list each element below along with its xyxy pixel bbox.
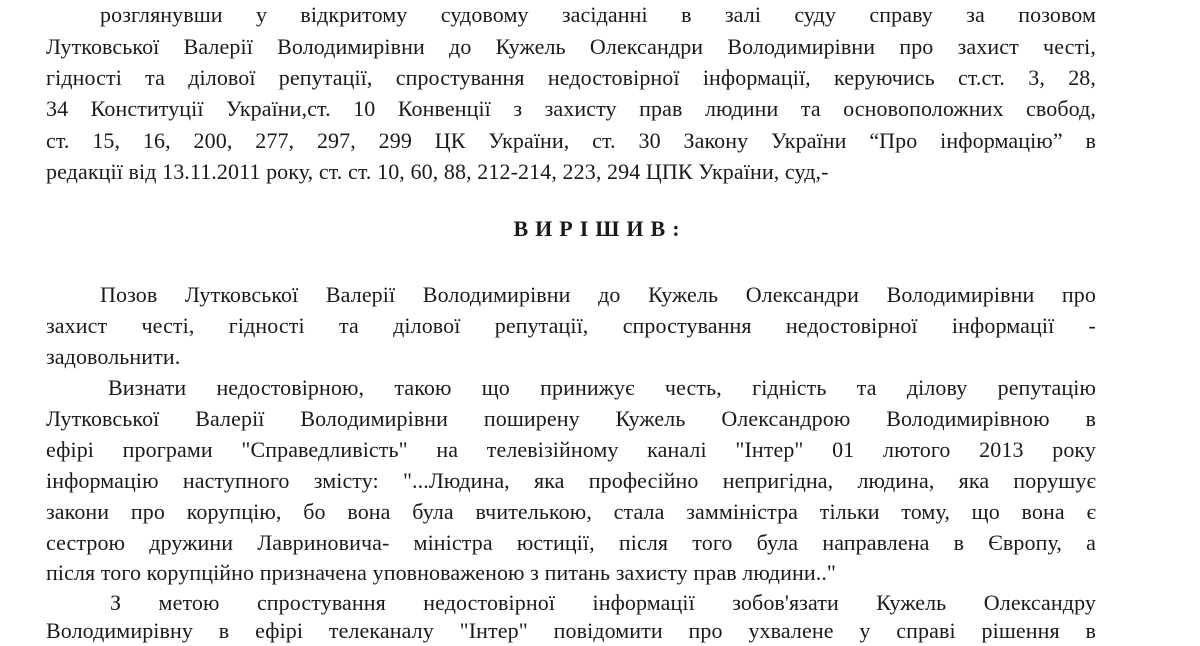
intro-line-4: 34 Конституції України,ст. 10 Конвенції з захисту прав людини та основоположних свобод, [46,96,1096,121]
intro-line-1: розглянувши у відкритому судовому засіданні в залі суду справу за позовом [100,2,1096,27]
claim-line-3: задовольнити. [46,344,181,369]
obligate-line-1: З метою спростування недостовірної інформації зобов'язати Кужель Олександру [110,590,1096,615]
intro-line-6: редакції від 13.11.2011 року, ст. ст. 10, 60, 88, 212-214, 223, 294 ЦПК України, суд,- [46,159,829,184]
claim-line-1: Позов Лутковської Валерії Володимирівни до Кужель Олександри Володимирівни про [100,282,1096,307]
declare-line-4: інформацію наступного змісту: "...Людина, яка професійно непригідна, людина, яка порушує [46,468,1096,493]
intro-line-3: гідності та ділової репутації, спростування недостовірної інформації, керуючись ст.ст. 3, 28, [46,65,1096,90]
declare-line-2: Лутковської Валерії Володимирівни поширену Кужель Олександрою Володимирівною в [46,406,1096,431]
declare-line-3: ефірі програми "Справедливість" на телевізійному каналі "Інтер" 01 лютого 2013 року [46,437,1096,462]
declare-line-6: сестрою дружини Лавриновича- міністра юстиції, після того була направлена в Європу, а [46,530,1096,555]
intro-line-2: Лутковської Валерії Володимирівни до Кужель Олександри Володимирівни про захист честі, [46,34,1096,59]
obligate-line-2: Володимирівну в ефірі телеканалу "Інтер" повідомити про ухвалене у справі рішення в [46,618,1096,643]
declare-line-5: закони про корупцію, бо вона була вчителькою, стала замміністра тільки тому, що вона є [46,499,1096,524]
claim-line-2: захист честі, гідності та ділової репутації, спростування недостовірної інформації - [46,313,1096,338]
declare-line-7: після того корупційно призначена уповноваженою з питань захисту прав людини.." [46,560,837,585]
decision-heading: ВИРІШИВ: [513,216,687,241]
declare-line-1: Визнати недостовірною, такою що принижує честь, гідність та ділову репутацію [108,375,1096,400]
intro-line-5: ст. 15, 16, 200, 277, 297, 299 ЦК України, ст. 30 Закону України “Про інформацію” в [46,128,1096,153]
